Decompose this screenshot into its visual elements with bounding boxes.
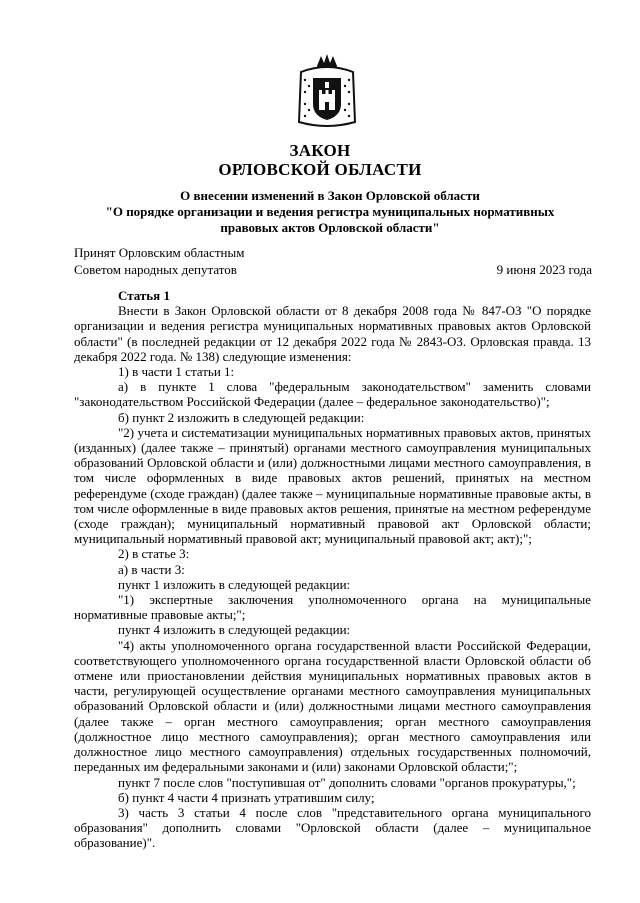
paragraph: 2) в статье 3:: [118, 546, 190, 562]
subtitle-line: О внесении изменений в Закон Орловской области: [180, 188, 480, 203]
paragraph: 1) в части 1 статьи 1:: [118, 364, 235, 380]
adoption-date: 9 июня 2023 года: [496, 262, 592, 277]
paragraph: "4) акты уполномоченного органа государственной власти Российской Федерации, соответствующего уполномоченного органа государственной власти Орловской области об отмене или приостановлении действия муниципальных нормативных правовых актов в части, регулирующей осуществление органами местного самоуправления муниципальных образований Орловской области и (или) должностными лицами местного самоуправления (далее также – орган местного самоуправления; орган местного самоуправления (должностное лицо местного самоуправления); орган местного самоуправления или должностное лицо местного самоуправления) отдельных государственных полномочий, переданных им федеральными законами и (или) законами Орловской области;";: [74, 637, 591, 775]
paragraph: "2) учета и систематизации муниципальных нормативных правовых актов, принятых (изданных) (далее также – принятый) органами местного самоуправления муниципальных образований Орловской области и (или) должностными лицами местного самоуправления, в том числе оформленных в виде правовых актов решений, принятых на местном референдуме (сходе граждан) (далее также – муниципальные нормативные правовые акты, в том числе оформленные в виде правовых актов решения, принятые на местном референдуме (сходе граждан); муниципальный нормативный правовой акт Орловской области; муниципальный нормативный правовой акт; муниципальный правовой акт; акт);";: [74, 424, 591, 547]
paragraph: Внести в Закон Орловской области от 8 декабря 2008 года № 847-ОЗ "О порядке организации и ведения регистра муниципальных нормативных правовых актов Орловской области" (в последней редакции от 12 декабря 2022 года № 2843-ОЗ. Орловская правда. 13 декабря 2022 года. № 138) следующие изменения:: [74, 303, 591, 364]
article-body: [74, 288, 591, 851]
accepted-by: [74, 245, 244, 278]
paragraph: а) в части 3:: [118, 561, 185, 577]
document-title-region: ОРЛОВСКОЙ ОБЛАСТИ: [218, 160, 422, 179]
document-subtitle: [80, 188, 580, 236]
paragraph: пункт 4 изложить в следующей редакции:: [118, 622, 351, 638]
paragraph: 3) часть 3 статьи 4 после слов "представительного органа муниципального образования" дополнить словами "Орловской области (далее – муниципальное образование)".: [74, 804, 591, 851]
article-heading: Статья 1: [118, 288, 170, 303]
coat-of-arms-icon: [295, 52, 359, 130]
accepted-line: Советом народных депутатов: [74, 261, 237, 277]
paragraph: пункт 1 изложить в следующей редакции:: [118, 576, 351, 592]
accepted-line: Принят Орловским областным: [74, 245, 245, 260]
paragraph: б) пункт 4 части 4 признать утратившим силу;: [118, 789, 375, 805]
paragraph: пункт 7 после слов "поступившая от" дополнить словами "органов прокуратуры,";: [118, 774, 576, 790]
subtitle-line: "О порядке организации и ведения регистра муниципальных нормативных: [105, 204, 555, 219]
paragraph: а) в пункте 1 слова "федеральным законодательством" заменить словами "законодательством Российской Федерации (далее – федеральное законодательство)";: [74, 379, 591, 410]
subtitle-line: правовых актов Орловской области": [220, 220, 440, 235]
paragraph: б) пункт 2 изложить в следующей редакции:: [118, 409, 365, 425]
document-title: ЗАКОН: [289, 141, 351, 160]
paragraph: "1) экспертные заключения уполномоченного органа на муниципальные нормативные правовые акты;";: [74, 592, 591, 623]
